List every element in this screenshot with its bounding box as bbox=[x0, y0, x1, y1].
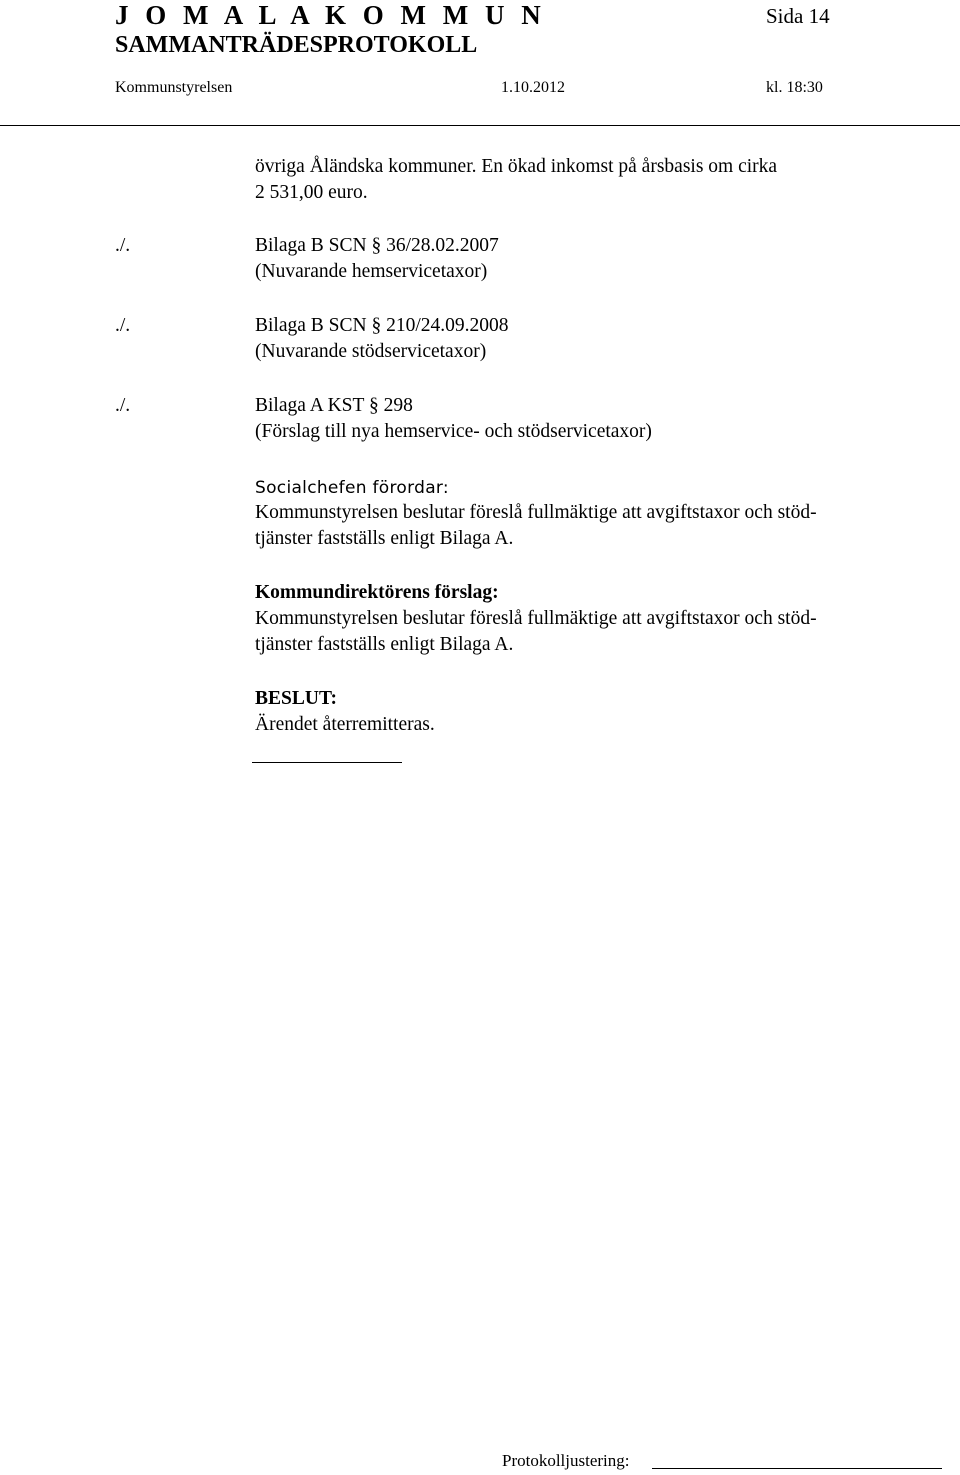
proposal-text: tjänster fastställs enligt Bilaga A. bbox=[255, 528, 514, 549]
organization-name: J O M A L A K O M M U N bbox=[115, 0, 546, 30]
intro-line: övriga Åländska kommuner. En ökad inkomst på årsbasis om cirka bbox=[255, 156, 778, 177]
attachment-description: (Förslag till nya hemservice- och stödservicetaxor) bbox=[255, 421, 652, 442]
attachment-description: (Nuvarande hemservicetaxor) bbox=[255, 261, 488, 282]
director-heading: Kommundirektörens förslag: bbox=[255, 582, 499, 603]
meeting-time: kl. 18:30 bbox=[766, 79, 823, 96]
page-number: Sida 14 bbox=[766, 4, 830, 28]
section-end-line bbox=[252, 762, 402, 763]
attachment-mark: ./. bbox=[115, 235, 131, 256]
attachment-description: (Nuvarande stödservicetaxor) bbox=[255, 341, 487, 362]
header-divider bbox=[0, 125, 960, 126]
social-chief-heading: Socialchefen förordar: bbox=[255, 478, 449, 498]
proposal-text: Kommunstyrelsen beslutar föreslå fullmäktige att avgiftstaxor och stöd- bbox=[255, 608, 817, 629]
proposal-text: Kommunstyrelsen beslutar föreslå fullmäktige att avgiftstaxor och stöd- bbox=[255, 502, 817, 523]
attachment-reference: Bilaga B SCN § 36/28.02.2007 bbox=[255, 235, 499, 256]
document-title: SAMMANTRÄDESPROTOKOLL bbox=[115, 32, 478, 58]
meeting-body: Kommunstyrelsen bbox=[115, 79, 233, 96]
decision-heading: BESLUT: bbox=[255, 688, 337, 709]
meeting-date: 1.10.2012 bbox=[501, 79, 565, 96]
decision-text: Ärendet återremitteras. bbox=[255, 714, 435, 735]
proposal-text: tjänster fastställs enligt Bilaga A. bbox=[255, 634, 514, 655]
attachment-reference: Bilaga A KST § 298 bbox=[255, 395, 413, 416]
attachment-mark: ./. bbox=[115, 395, 131, 416]
attachment-mark: ./. bbox=[115, 315, 131, 336]
signature-line bbox=[652, 1468, 942, 1469]
signature-label: Protokolljustering: bbox=[502, 1451, 630, 1470]
intro-line: 2 531,00 euro. bbox=[255, 182, 368, 203]
attachment-reference: Bilaga B SCN § 210/24.09.2008 bbox=[255, 315, 509, 336]
